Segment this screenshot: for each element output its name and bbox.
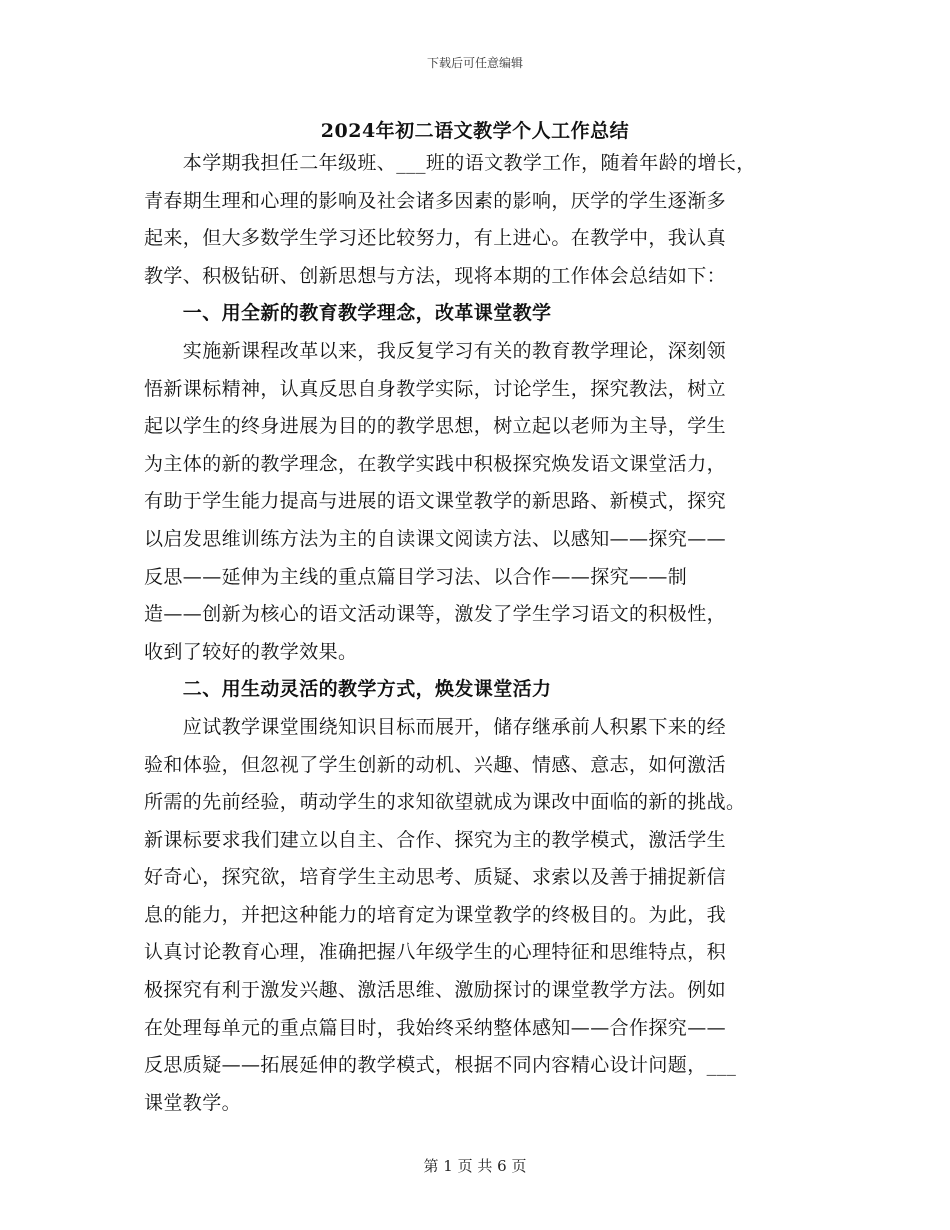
- text-line: 起来，但大多数学生学习还比较努力，有上进心。在教学中，我认真: [144, 227, 727, 250]
- text-line: 好奇心，探究欲，培育学生主动思考、质疑、求索以及善于捕捉新信: [144, 866, 727, 889]
- document-title: 2024年初二语文教学个人工作总结: [320, 120, 630, 142]
- text-line: 在处理每单元的重点篇目时，我始终采纳整体感知——合作探究——: [144, 1016, 727, 1039]
- text-line: 造——创新为核心的语文活动课等，激发了学生学习语文的积极性，: [144, 603, 727, 626]
- text-line: 课堂教学。: [144, 1091, 242, 1114]
- page-footer: 第 1 页 共 6 页: [423, 1157, 527, 1175]
- text-line: 极探究有利于激发兴趣、激活思维、激励探讨的课堂教学方法。例如: [144, 979, 727, 1002]
- text-line: 认真讨论教育心理，准确把握八年级学生的心理特征和思维特点，积: [144, 941, 727, 964]
- section-heading: 一、用全新的教育教学理念，改革课堂教学: [144, 302, 552, 325]
- section-heading: 二、用生动灵活的教学方式，焕发课堂活力: [144, 678, 552, 701]
- text-line: 悟新课标精神，认真反思自身教学实际，讨论学生，探究教法，树立: [144, 377, 727, 400]
- text-line: 反思质疑——拓展延伸的教学模式，根据不同内容精心设计问题，___: [144, 1054, 737, 1077]
- text-line: 起以学生的终身进展为目的的教学思想，树立起以老师为主导，学生: [144, 415, 727, 438]
- text-line: 为主体的新的教学理念，在教学实践中积极探究焕发语文课堂活力，: [144, 452, 727, 475]
- document-body: [144, 145, 824, 1122]
- text-line: 青春期生理和心理的影响及社会诸多因素的影响，厌学的学生逐渐多: [144, 189, 727, 212]
- text-line: 验和体验，但忽视了学生创新的动机、兴趣、情感、意志，如何激活: [144, 753, 727, 776]
- text-line: 以启发思维训练方法为主的自读课文阅读方法、以感知——探究——: [144, 527, 727, 550]
- text-line: 本学期我担任二年级班、___班的语文教学工作，随着年龄的增长，: [144, 152, 756, 174]
- text-line: 应试教学课堂围绕知识目标而展开，储存继承前人积累下来的经: [144, 715, 727, 738]
- text-line: 息的能力，并把这种能力的培育定为课堂教学的终极目的。为此，我: [144, 903, 727, 926]
- header-note: 下载后可任意编辑: [426, 56, 523, 70]
- text-line: 有助于学生能力提高与进展的语文课堂教学的新思路、新模式，探究: [144, 490, 727, 513]
- text-line: 所需的先前经验，萌动学生的求知欲望就成为课改中面临的新的挑战。: [144, 791, 746, 814]
- text-line: 实施新课程改革以来，我反复学习有关的教育教学理论，深刻领: [144, 339, 727, 362]
- text-line: 教学、积极钻研、创新思想与方法，现将本期的工作体会总结如下：: [144, 264, 727, 287]
- text-line: 新课标要求我们建立以自主、合作、探究为主的教学模式，激活学生: [144, 828, 727, 851]
- text-line: 反思——延伸为主线的重点篇目学习法、以合作——探究——制: [144, 565, 688, 588]
- text-line: 收到了较好的教学效果。: [144, 640, 358, 663]
